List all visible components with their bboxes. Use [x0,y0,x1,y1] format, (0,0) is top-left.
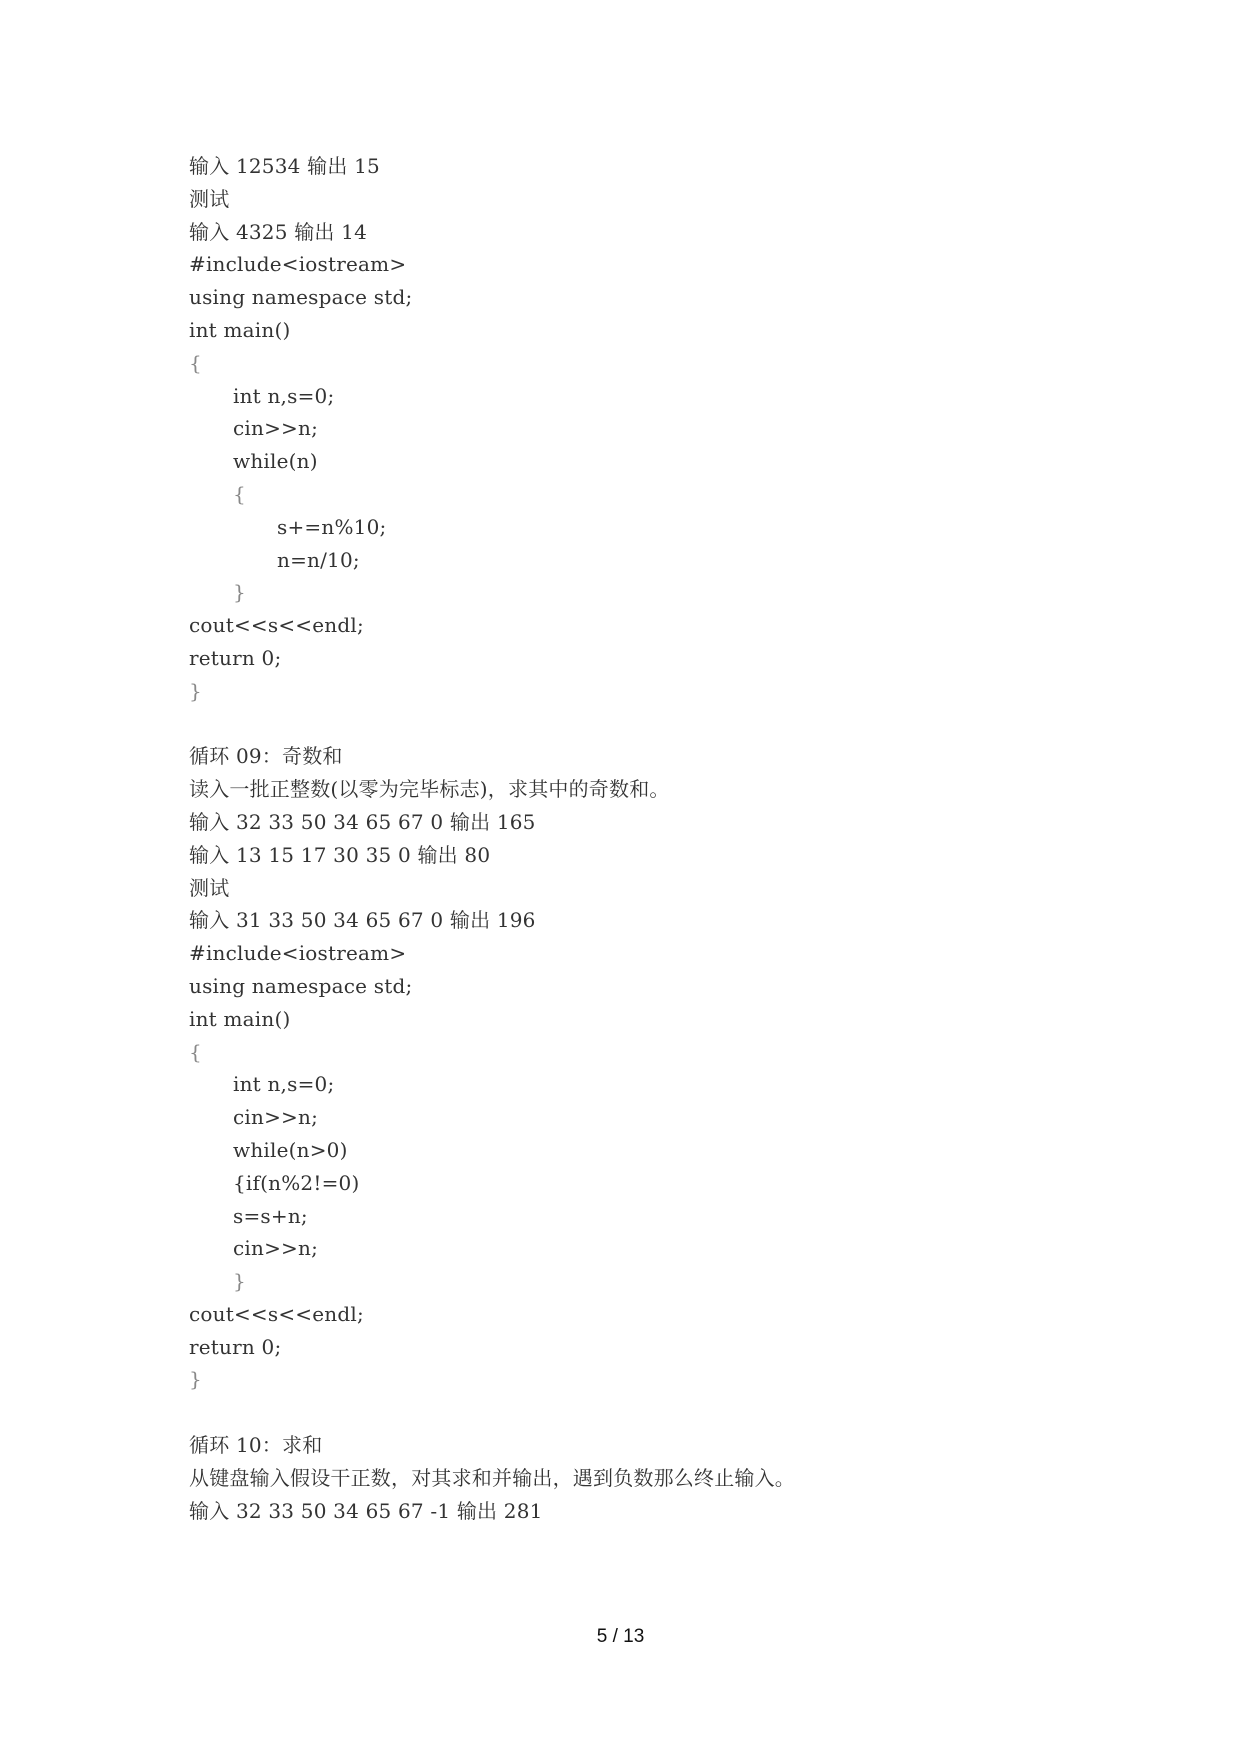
code-line: #include<iostream> [189,941,407,966]
test-line: 输入 31 33 50 34 65 67 0 输出 196 [189,908,536,933]
example-line: 输入 13 15 17 30 35 0 输出 80 [189,842,491,867]
code-line: { [189,350,202,375]
page-content [189,150,1169,1527]
code-line: { [233,481,246,506]
code-line: return 0; [189,1334,282,1359]
spacer [189,708,1169,741]
code-line: int main() [189,317,291,342]
section-heading: 循环 09：奇数和 [189,744,343,769]
code-line: } [189,678,202,703]
code-line: {if(n%2!=0) [233,1170,360,1195]
code-line: return 0; [189,645,282,670]
code-line: #include<iostream> [189,252,407,277]
code-line: } [233,1269,246,1294]
test-label: 测试 [189,186,230,211]
code-line: } [189,1367,202,1392]
code-line: s+=n%10; [277,514,387,539]
code-line: { [189,1039,202,1064]
code-line: int main() [189,1006,291,1031]
example-line: 输入 12534 输出 15 [189,154,380,178]
code-line: cout<<s<<endl; [189,1301,364,1326]
code-line: } [233,580,246,605]
section-heading: 循环 10：求和 [189,1433,323,1458]
spacer [189,1396,1169,1429]
page-number: 5 / 13 [596,1626,645,1647]
example-line: 输入 32 33 50 34 65 67 0 输出 165 [189,809,536,834]
test-label: 测试 [189,875,230,900]
code-line: cin>>n; [233,1105,319,1130]
code-line: int n,s=0; [233,383,335,408]
code-line: cin>>n; [233,1236,319,1261]
code-line: using namespace std; [189,973,413,998]
code-line: s=s+n; [233,1203,308,1228]
problem-description: 从键盘输入假设干正数，对其求和并输出，遇到负数那么终止输入。 [189,1465,795,1490]
problem-description: 读入一批正整数(以零为完毕标志)，求其中的奇数和。 [189,777,670,802]
code-line: cin>>n; [233,416,319,441]
code-line: int n,s=0; [233,1072,335,1097]
code-line: while(n) [233,449,318,474]
code-line: using namespace std; [189,285,413,310]
code-line: cout<<s<<endl; [189,613,364,638]
test-line: 输入 4325 输出 14 [189,219,368,244]
example-line: 输入 32 33 50 34 65 67 -1 输出 281 [189,1498,543,1523]
code-line: while(n>0) [233,1137,348,1162]
code-line: n=n/10; [277,547,360,572]
